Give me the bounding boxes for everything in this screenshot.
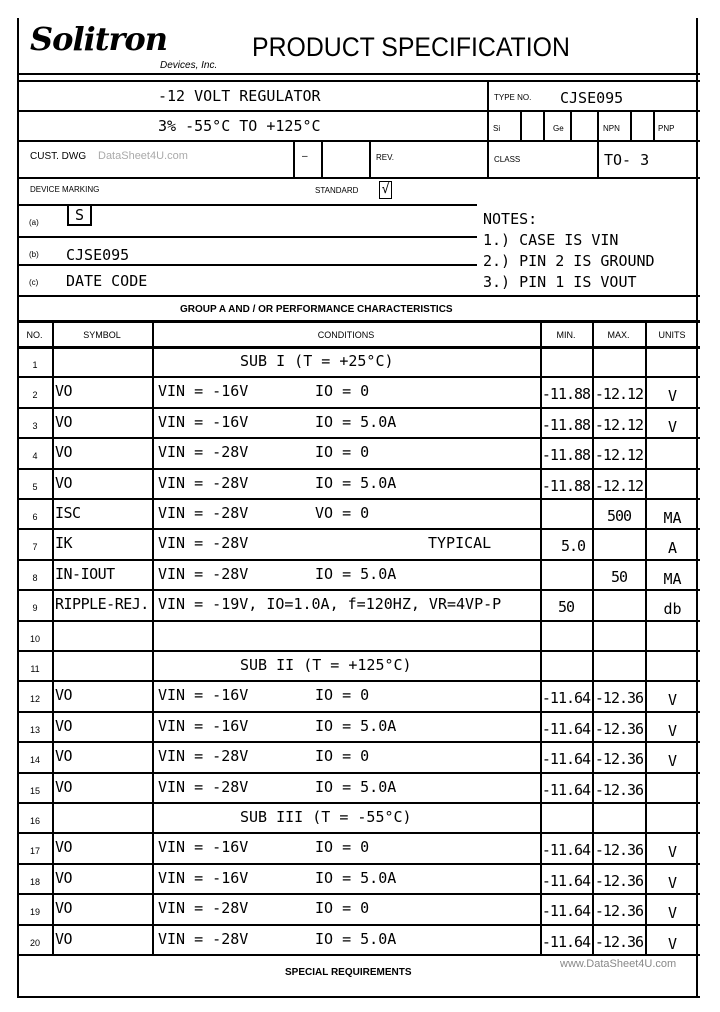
row-no: 3 [32,420,38,431]
row-max: -12.36 [594,689,644,708]
row-symbol: VO [55,929,73,948]
row-max: -12.36 [594,719,644,738]
row-symbol: VO [55,868,73,887]
rev-label: REV. [376,153,394,162]
description: -12 VOLT REGULATOR [158,87,321,105]
class-label: CLASS [494,155,521,164]
row-max: -12.36 [594,932,644,951]
row-symbol: VO [55,899,73,918]
row-condition-1: VIN = -16V [158,716,249,735]
row-condition-1: VIN = -28V [158,504,249,522]
row-max: 50 [610,567,628,586]
header-max: MAX. [607,330,630,340]
row-unit: V [667,873,678,892]
row-condition-2: TYPICAL [428,534,492,553]
row-max: -12.12 [594,476,644,495]
row-max: -12.12 [594,415,644,434]
row-symbol: ISC [55,504,81,522]
row-condition-1: VIN = -28V [158,473,249,492]
marking-b-value: CJSE095 [66,246,130,264]
row-min: -11.64 [541,902,591,921]
row-max: -12.36 [594,871,644,890]
row-condition-1: SUB III (T = -55°C) [240,808,412,826]
watermark: DataSheet4U.com [98,150,188,162]
row-unit: MA [663,569,682,588]
si-label: Si [493,124,501,133]
note-1: 1.) CASE IS VIN [483,231,619,249]
row-no: 19 [29,907,40,918]
row-min: -11.64 [541,932,591,951]
row-no: 1 [32,360,38,370]
row-unit: V [667,691,678,710]
special-requirements: SPECIAL REQUIREMENTS [285,967,412,978]
row-min: 50 [557,598,575,617]
row-unit: V [667,843,678,862]
row-symbol: VO [55,838,73,857]
header-min: MIN. [556,330,576,340]
row-unit: V [667,721,678,740]
row-min: -11.64 [541,871,591,890]
row-symbol: VO [55,412,73,431]
row-max: 500 [606,507,632,525]
row-condition-1: VIN = -28V [158,443,249,462]
header-no: NO. [26,330,43,340]
row-unit: V [667,934,678,953]
row-no: 20 [29,937,40,948]
brand-subtitle: Devices, Inc. [160,60,218,71]
row-condition-2: IO = 5.0A [315,777,397,796]
row-condition-1: VIN = -28V [158,929,249,948]
row-condition-2: IO = 0 [315,899,370,918]
row-no: 2 [32,390,38,401]
cust-dwg-label: CUST. DWG [30,151,87,162]
row-condition-2: IO = 5.0A [315,716,397,735]
page-title: PRODUCT SPECIFICATION [252,32,570,62]
row-condition-1: VIN = -28V [158,534,249,553]
row-unit: V [667,387,678,406]
row-min: -11.64 [541,750,591,769]
row-condition-2: IO = 0 [315,747,370,766]
header-units: UNITS [658,330,686,340]
row-no: 13 [29,724,40,735]
row-no: 10 [29,633,40,644]
row-condition-2: IO = 5.0A [315,868,397,887]
row-condition-1: VIN = -16V [158,838,249,857]
row-condition-2: IO = 0 [315,686,370,705]
row-max: -12.36 [594,841,644,860]
row-condition-2: IO = 5.0A [315,929,397,948]
row-condition-1: SUB I (T = +25°C) [240,352,394,370]
row-no: 17 [29,846,40,857]
row-condition-1: VIN = -28V [158,564,249,583]
row-unit: MA [663,509,682,527]
row-unit: db [663,600,682,619]
row-no: 15 [29,785,40,796]
row-max: -12.36 [594,780,644,799]
pnp-label: PNP [658,124,675,133]
row-max: -12.12 [594,446,644,465]
row-condition-1: SUB II (T = +125°C) [240,656,412,674]
row-unit: V [667,417,678,436]
marking-c-label: (c) [29,278,39,287]
type-no-label: TYPE NO. [494,93,532,102]
row-condition-2: IO = 0 [315,382,370,401]
subdescription: 3% -55°C TO +125°C [158,117,321,135]
row-condition-2: VO = 0 [315,504,370,522]
row-symbol: VO [55,382,73,401]
brand-logo: Solitron [30,20,168,58]
row-min: 5.0 [560,537,586,556]
standard-label: STANDARD [315,186,359,195]
row-condition-1: VIN = -28V [158,747,249,766]
table-title: GROUP A AND / OR PERFORMANCE CHARACTERISTICS [180,304,453,315]
row-symbol: VO [55,716,73,735]
row-no: 4 [32,451,38,462]
header-symbol: SYMBOL [83,330,121,340]
row-min: -11.64 [541,719,591,738]
row-condition-1: VIN = -16V [158,412,249,431]
row-min: -11.64 [541,689,591,708]
row-min: -11.88 [541,385,591,404]
note-3: 3.) PIN 1 IS VOUT [483,273,637,291]
note-2: 2.) PIN 2 IS GROUND [483,252,655,270]
footer-watermark: www.DataSheet4U.com [560,958,677,970]
marking-a-label: (a) [29,218,39,227]
row-no: 9 [32,603,38,614]
row-condition-2: IO = 5.0A [315,564,397,583]
row-no: 6 [32,512,38,522]
notes-title: NOTES: [483,210,538,228]
row-no: 11 [30,664,40,674]
row-unit: V [667,904,678,923]
row-max: -12.36 [594,750,644,769]
row-symbol: VO [55,747,73,766]
row-condition-1: VIN = -16V [158,868,249,887]
package: TO- 3 [604,151,650,169]
header-conditions: CONDITIONS [317,330,375,340]
standard-checkbox[interactable]: √ [379,181,392,199]
row-no: 12 [29,694,40,705]
row-min: -11.88 [541,446,591,465]
marking-b-label: (b) [29,250,39,259]
npn-label: NPN [603,124,620,133]
row-unit: A [667,539,678,558]
row-condition-1: VIN = -16V [158,382,249,401]
type-no: CJSE095 [560,89,624,107]
row-min: -11.88 [541,415,591,434]
row-condition-2: IO = 0 [315,443,370,462]
row-symbol: VO [55,473,73,492]
row-no: 8 [32,572,38,583]
row-min: -11.64 [541,841,591,860]
row-condition-1: VIN = -28V [158,777,249,796]
row-symbol: RIPPLE-REJ. [55,595,149,614]
row-no: 14 [29,755,40,766]
row-min: -11.64 [541,780,591,799]
ge-label: Ge [553,124,564,133]
row-symbol: VO [55,777,73,796]
row-condition-1: VIN = -16V [158,686,249,705]
row-no: 16 [29,816,40,826]
row-min: -11.88 [541,476,591,495]
marking-c-value: DATE CODE [66,272,148,290]
row-unit: V [667,752,678,771]
row-no: 18 [29,876,40,887]
row-no: 5 [32,481,38,492]
device-marking-label: DEVICE MARKING [30,185,100,194]
dwg-dash: – [302,151,308,162]
row-symbol: VO [55,443,73,462]
row-condition-1: VIN = -28V [158,899,249,918]
marking-a-value: S [67,204,92,226]
row-symbol: VO [55,686,73,705]
row-symbol: IK [55,534,73,553]
row-max: -12.36 [594,902,644,921]
row-max: -12.12 [594,385,644,404]
row-condition-1: VIN = -19V, IO=1.0A, f=120HZ, VR=4VP-P [158,595,502,614]
row-no: 7 [32,542,38,553]
row-condition-2: IO = 0 [315,838,370,857]
row-condition-2: IO = 5.0A [315,473,397,492]
row-condition-2: IO = 5.0A [315,412,397,431]
row-symbol: IN-IOUT [55,564,115,583]
